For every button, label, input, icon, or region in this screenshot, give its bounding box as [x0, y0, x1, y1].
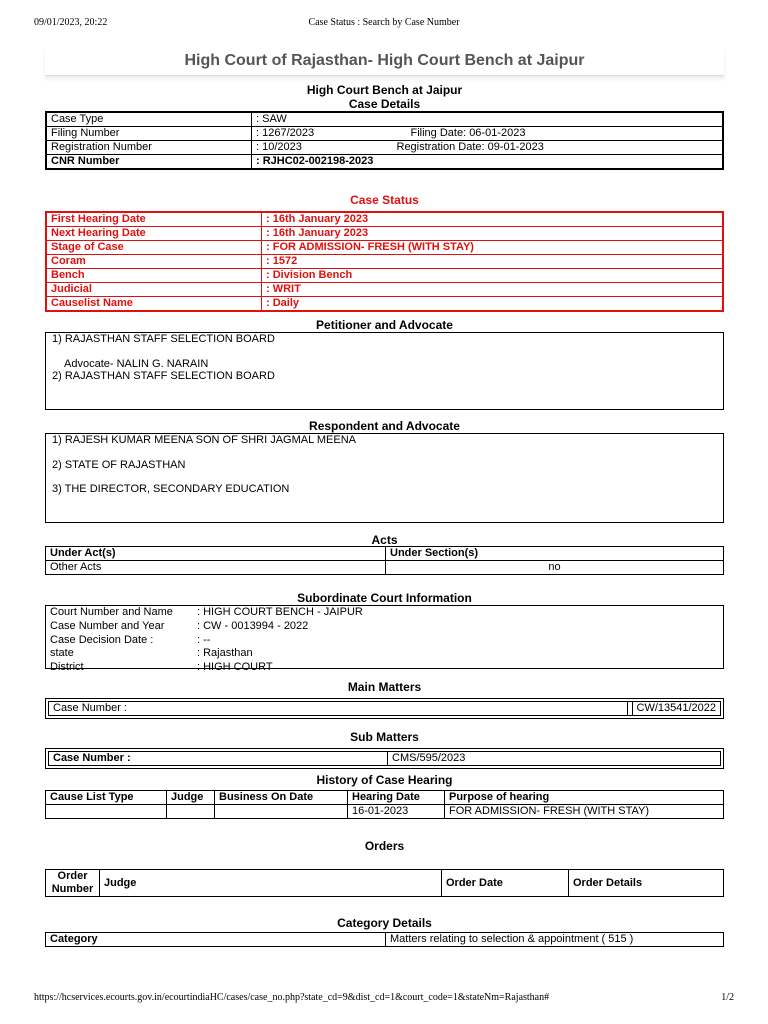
subordinate-row	[46, 647, 723, 661]
sub-matters-value[interactable]: CMS/595/2023	[388, 752, 721, 766]
cnr-value: : RJHC02-002198-2023	[252, 155, 723, 169]
status-label: First Hearing Date	[47, 213, 262, 227]
orders-col-number: Order Number	[46, 870, 100, 897]
acts-col-section: Under Section(s)	[386, 547, 724, 561]
history-col-purpose: Purpose of hearing	[445, 791, 724, 805]
history-col-hearing-date: Hearing Date	[348, 791, 445, 805]
main-matters-table	[45, 698, 724, 719]
subordinate-row	[46, 633, 723, 647]
category-label: Category	[46, 933, 386, 947]
status-label: Stage of Case	[47, 241, 262, 255]
act-name: Other Acts	[46, 561, 386, 575]
subordinate-row	[46, 606, 723, 620]
print-header	[34, 17, 734, 31]
subordinate-row	[46, 620, 723, 634]
history-col-judge: Judge	[167, 791, 215, 805]
status-row	[47, 255, 723, 269]
status-label: Bench	[47, 269, 262, 283]
subordinate-label: state	[50, 647, 74, 660]
status-value: : WRIT	[262, 283, 723, 297]
status-label: Judicial	[47, 283, 262, 297]
category-table	[45, 932, 724, 947]
status-value: : 16th January 2023	[262, 213, 723, 227]
case-status-heading: Case Status	[350, 193, 419, 207]
history-cell-purpose: FOR ADMISSION- FRESH (WITH STAY)	[445, 805, 724, 819]
status-row	[47, 269, 723, 283]
case-details-table	[45, 111, 724, 170]
petitioner-heading: Petitioner and Advocate	[316, 318, 453, 332]
print-title: Case Status : Search by Case Number	[308, 17, 460, 28]
status-value: : FOR ADMISSION- FRESH (WITH STAY)	[262, 241, 723, 255]
act-section: no	[386, 561, 724, 575]
petitioner-1: 1) RAJASTHAN STAFF SELECTION BOARD	[52, 333, 275, 345]
orders-col-judge: Judge	[100, 870, 442, 897]
main-matters-value[interactable]: CW/13541/2022	[632, 702, 721, 716]
history-cell-judge	[167, 805, 215, 819]
status-row	[47, 241, 723, 255]
status-row	[47, 227, 723, 241]
acts-heading: Acts	[371, 533, 398, 547]
subordinate-value: : --	[197, 633, 211, 646]
history-cell-business[interactable]	[215, 805, 348, 819]
acts-table	[45, 546, 724, 575]
status-row	[47, 297, 723, 311]
petitioner-box	[45, 332, 724, 410]
category-value: Matters relating to selection & appointment ( 515 )	[386, 933, 724, 947]
subordinate-table	[45, 605, 724, 674]
sub-matters-table	[45, 748, 724, 769]
main-matters-heading: Main Matters	[347, 680, 422, 694]
status-label: Coram	[47, 255, 262, 269]
subordinate-value: : HIGH COURT BENCH - JAIPUR	[197, 606, 363, 619]
case-status-table	[45, 211, 724, 312]
orders-heading: Orders	[364, 839, 405, 853]
orders-table	[45, 869, 724, 897]
case-type-value: : SAW	[252, 113, 723, 127]
filing-number-label: Filing Number	[47, 127, 252, 141]
registration-number-label: Registration Number	[47, 141, 252, 155]
subordinate-label: Case Number and Year	[50, 620, 165, 633]
print-page-number: 1/2	[721, 992, 734, 1003]
subordinate-label: District	[50, 661, 84, 674]
respondent-3: 3) THE DIRECTOR, SECONDARY EDUCATION	[52, 483, 290, 496]
bench-title: High Court Bench at Jaipur	[306, 83, 463, 97]
print-datetime: 09/01/2023, 20:22	[34, 17, 108, 28]
subordinate-label: Court Number and Name	[50, 606, 173, 619]
category-heading: Category Details	[337, 916, 432, 930]
table-row	[46, 805, 724, 819]
history-cell-causelist	[46, 805, 167, 819]
history-cell-hearing-date: 16-01-2023	[348, 805, 445, 819]
respondent-1: 1) RAJESH KUMAR MEENA SON OF SHRI JAGMAL MEENA	[52, 434, 356, 446]
history-col-business: Business On Date	[215, 791, 348, 805]
subordinate-value: : CW - 0013994 - 2022	[197, 620, 309, 633]
sub-matters-label: Case Number :	[49, 752, 388, 766]
case-details-heading: Case Details	[348, 97, 421, 111]
filing-date: Filing Date: 06-01-2023	[407, 127, 723, 141]
respondent-box	[45, 433, 724, 523]
subordinate-heading: Subordinate Court Information	[297, 591, 472, 605]
acts-col-act: Under Act(s)	[46, 547, 386, 561]
case-type-label: Case Type	[47, 113, 252, 127]
status-row	[47, 283, 723, 297]
subordinate-row	[46, 661, 723, 675]
respondent-2: 2) STATE OF RAJASTHAN	[52, 458, 186, 471]
orders-col-details: Order Details	[569, 870, 724, 897]
print-url: https://hcservices.ecourts.gov.in/ecourtindiaHC/cases/case_no.php?state_cd=9&dist_cd=1&court_code=1&stateNm=Rajasthan#	[34, 992, 550, 1003]
registration-date: Registration Date: 09-01-2023	[407, 141, 723, 155]
registration-number-value: : 10/2023	[252, 141, 407, 155]
petitioner-advocate: Advocate- NALIN G. NARAIN	[64, 357, 209, 370]
orders-col-date: Order Date	[442, 870, 569, 897]
status-row	[47, 213, 723, 227]
main-matters-label: Case Number :	[49, 702, 628, 716]
history-table	[45, 790, 724, 819]
status-value: : Daily	[262, 297, 723, 311]
cnr-label: CNR Number	[47, 155, 252, 169]
subordinate-value: : Rajasthan	[197, 647, 253, 660]
history-heading: History of Case Hearing	[316, 773, 453, 787]
subordinate-label: Case Decision Date :	[50, 633, 154, 646]
sub-matters-heading: Sub Matters	[350, 730, 419, 744]
status-value: : 16th January 2023	[262, 227, 723, 241]
print-footer	[34, 992, 734, 1006]
status-value: : 1572	[262, 255, 723, 269]
filing-number-value: : 1267/2023	[252, 127, 407, 141]
subordinate-value: : HIGH COURT	[197, 661, 273, 674]
respondent-heading: Respondent and Advocate	[309, 419, 460, 433]
petitioner-2: 2) RAJASTHAN STAFF SELECTION BOARD	[52, 370, 275, 383]
status-value: : Division Bench	[262, 269, 723, 283]
history-col-causelist: Cause List Type	[46, 791, 167, 805]
status-label: Next Hearing Date	[47, 227, 262, 241]
court-banner: High Court of Rajasthan- High Court Bench at Jaipur	[45, 46, 724, 76]
status-label: Causelist Name	[47, 297, 262, 311]
